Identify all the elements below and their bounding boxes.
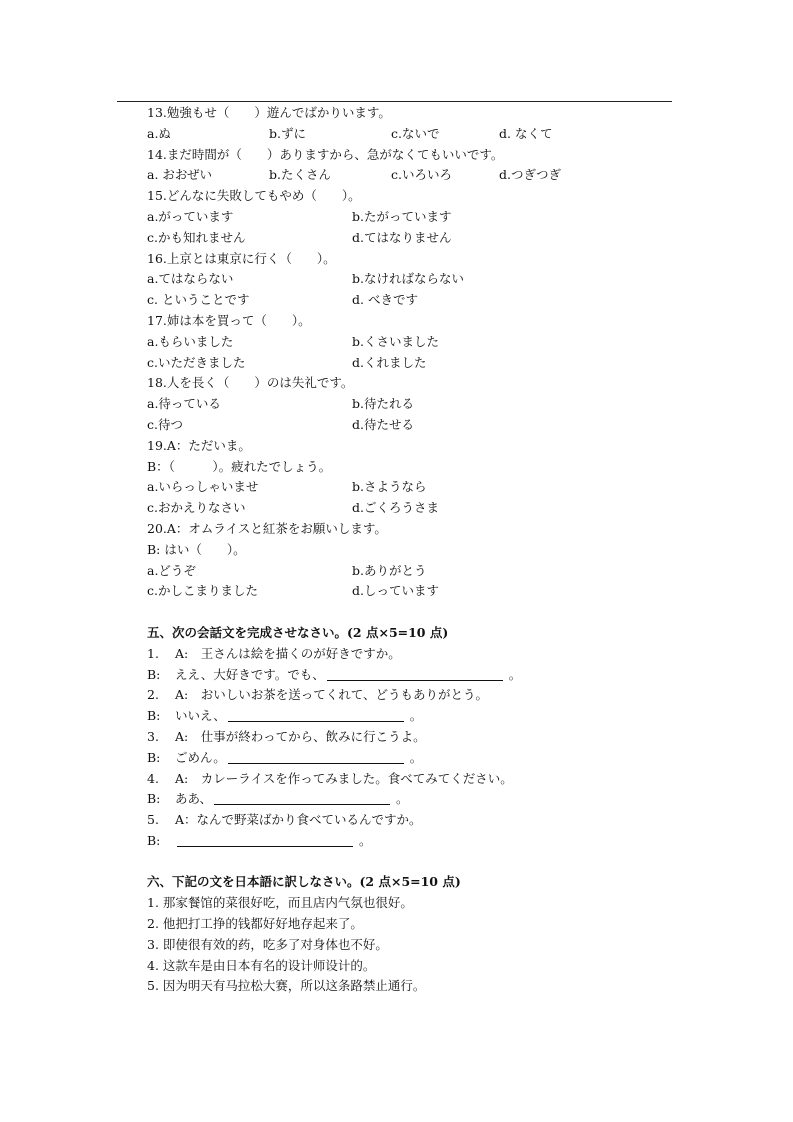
speaker-a-text: A: 仕事が終わってから、飲みに行こうよ。 bbox=[175, 728, 426, 744]
option-d: d. べきです bbox=[352, 292, 418, 308]
option-row bbox=[147, 269, 707, 290]
speaker-b-label: B: bbox=[147, 791, 161, 807]
question-stem-b: B：（ ）。疲れたでしょう。 bbox=[147, 458, 332, 474]
option-d: d.くれました bbox=[352, 354, 427, 370]
option-a: a.待っている bbox=[147, 396, 221, 412]
option-c: c.ないで bbox=[391, 125, 440, 141]
option-a: a.どうぞ bbox=[147, 562, 196, 578]
option-row bbox=[147, 415, 707, 436]
question-stem: 20.A：オムライスと紅茶をお願いします。 bbox=[147, 520, 387, 536]
translation-item: 5. 因为明天有马拉松大赛，所以这条路禁止通行。 bbox=[147, 978, 426, 994]
dialogue-b-line bbox=[147, 831, 707, 852]
dialogue-a-line bbox=[147, 810, 707, 831]
end-mark: 。 bbox=[396, 791, 409, 807]
dialogue-b-line bbox=[147, 748, 707, 769]
item-number: 5. bbox=[147, 812, 159, 828]
item-number: 1. bbox=[147, 645, 159, 661]
dialogue-a-line bbox=[147, 769, 707, 790]
section6-heading: 六、下記の文を日本語に訳しなさい。(2 点×5=10 点) bbox=[147, 874, 461, 890]
end-mark: 。 bbox=[409, 749, 423, 765]
option-c: c.いろいろ bbox=[391, 167, 452, 183]
question-stem: 19.A：ただいま。 bbox=[147, 437, 251, 453]
option-a: a.ぬ bbox=[147, 125, 171, 141]
question-stem: 17.姉は本を買って（ ）。 bbox=[147, 312, 311, 328]
translation-item: 2. 他把打工挣的钱都好好地存起来了。 bbox=[147, 916, 363, 932]
option-row bbox=[147, 228, 707, 249]
option-row bbox=[147, 165, 707, 186]
item-number: 2. bbox=[147, 687, 159, 703]
option-d: d.ごくろうさま bbox=[352, 500, 439, 516]
dialogue-b-line bbox=[147, 706, 707, 727]
item-number: 4. bbox=[147, 770, 159, 786]
answer-blank bbox=[214, 790, 390, 805]
option-row bbox=[147, 353, 707, 374]
dialogue-b-line bbox=[147, 789, 707, 810]
speaker-b-label: B: bbox=[147, 666, 161, 682]
speaker-a-text: A：なんで野菜ばかり食べているんですか。 bbox=[175, 812, 422, 828]
dialogue-a-line bbox=[147, 685, 707, 706]
question-stem: 15.どんなに失敗してもやめ（ ）。 bbox=[147, 188, 361, 204]
option-c: c. ということです bbox=[147, 292, 250, 308]
translation-item: 4. 这款车是由日本有名的设计师设计的。 bbox=[147, 957, 376, 973]
option-d: d.待たせる bbox=[352, 416, 414, 432]
speaker-b-label: B: bbox=[147, 749, 161, 765]
item-number: 3. bbox=[147, 728, 159, 744]
answer-blank bbox=[228, 749, 404, 764]
option-a: a.てはならない bbox=[147, 271, 234, 287]
option-row bbox=[147, 581, 707, 602]
speaker-b-text: いいえ、 bbox=[175, 708, 226, 724]
dialogue-a-line bbox=[147, 644, 707, 665]
option-b: b.ありがとう bbox=[352, 562, 427, 578]
dialogue-a-line bbox=[147, 727, 707, 748]
option-b: b.たくさん bbox=[269, 167, 331, 183]
translation-section bbox=[147, 893, 707, 997]
option-b: b.ずに bbox=[269, 125, 306, 141]
question-stem: 16.上京とは東京に行く（ ）。 bbox=[147, 250, 336, 266]
speaker-a-text: A: おいしいお茶を送ってくれて、どうもありがとう。 bbox=[175, 687, 488, 703]
document-body bbox=[147, 103, 707, 997]
option-row bbox=[147, 332, 707, 353]
option-c: c.かしこまりました bbox=[147, 583, 258, 599]
speaker-b-text: ごめん。 bbox=[175, 749, 226, 765]
option-a: a.もらいました bbox=[147, 333, 234, 349]
end-mark: 。 bbox=[508, 666, 522, 682]
option-row bbox=[147, 124, 707, 145]
translation-item: 1. 那家餐馆的菜很好吃，而且店内气氛也很好。 bbox=[147, 895, 413, 911]
option-b: b.たがっています bbox=[352, 208, 452, 224]
option-row bbox=[147, 290, 707, 311]
question-stem: 13.勉強もせ（ ）遊んでばかりいます。 bbox=[147, 105, 391, 120]
header-rule bbox=[117, 101, 672, 102]
end-mark: 。 bbox=[409, 708, 423, 724]
speaker-b-text: ええ、大好きです。でも、 bbox=[175, 666, 325, 682]
option-b: b.待たれる bbox=[352, 396, 414, 412]
answer-blank bbox=[177, 832, 353, 847]
option-c: c.かも知れません bbox=[147, 229, 246, 245]
dialogue-b-line bbox=[147, 665, 707, 686]
option-d: d. なくて bbox=[499, 125, 553, 141]
option-a: a.いらっしゃいませ bbox=[147, 479, 259, 495]
option-c: c.いただきました bbox=[147, 354, 246, 370]
speaker-a-text: A: カレーライスを作ってみました。食べてみてください。 bbox=[175, 770, 513, 786]
option-row bbox=[147, 561, 707, 582]
translation-item: 3. 即使很有效的药，吃多了对身体也不好。 bbox=[147, 936, 388, 952]
dialogue-completion-section bbox=[147, 644, 707, 852]
option-row bbox=[147, 477, 707, 498]
option-d: d.しっています bbox=[352, 583, 439, 599]
speaker-a-text: A: 王さんは絵を描くのが好きですか。 bbox=[175, 645, 401, 661]
section5-heading: 五、次の会話文を完成させなさい。(2 点×5=10 点) bbox=[147, 624, 449, 640]
option-d: d.つぎつぎ bbox=[499, 167, 561, 183]
option-a: a. おおぜい bbox=[147, 167, 213, 183]
option-row bbox=[147, 394, 707, 415]
answer-blank bbox=[327, 666, 503, 681]
option-c: c.待つ bbox=[147, 416, 183, 432]
option-b: b.さようなら bbox=[352, 479, 427, 495]
option-c: c.おかえりなさい bbox=[147, 500, 246, 516]
question-stem: 14.まだ時間が（ ）ありますから、急がなくてもいいです。 bbox=[147, 146, 504, 162]
answer-blank bbox=[228, 707, 404, 722]
speaker-b-label: B: bbox=[147, 832, 161, 848]
option-row bbox=[147, 498, 707, 519]
end-mark: 。 bbox=[359, 832, 372, 848]
option-d: d.てはなりません bbox=[352, 229, 452, 245]
speaker-b-text: ああ、 bbox=[175, 791, 213, 807]
option-row bbox=[147, 207, 707, 228]
question-stem: 18.人を長く（ ）のは失礼です。 bbox=[147, 375, 354, 391]
multiple-choice-section bbox=[147, 103, 707, 602]
option-b: b.なければならない bbox=[352, 271, 464, 287]
question-stem-b: B: はい（ ）。 bbox=[147, 541, 246, 557]
option-a: a.がっています bbox=[147, 208, 234, 224]
option-b: b.くさいました bbox=[352, 333, 439, 349]
speaker-b-label: B: bbox=[147, 708, 161, 724]
